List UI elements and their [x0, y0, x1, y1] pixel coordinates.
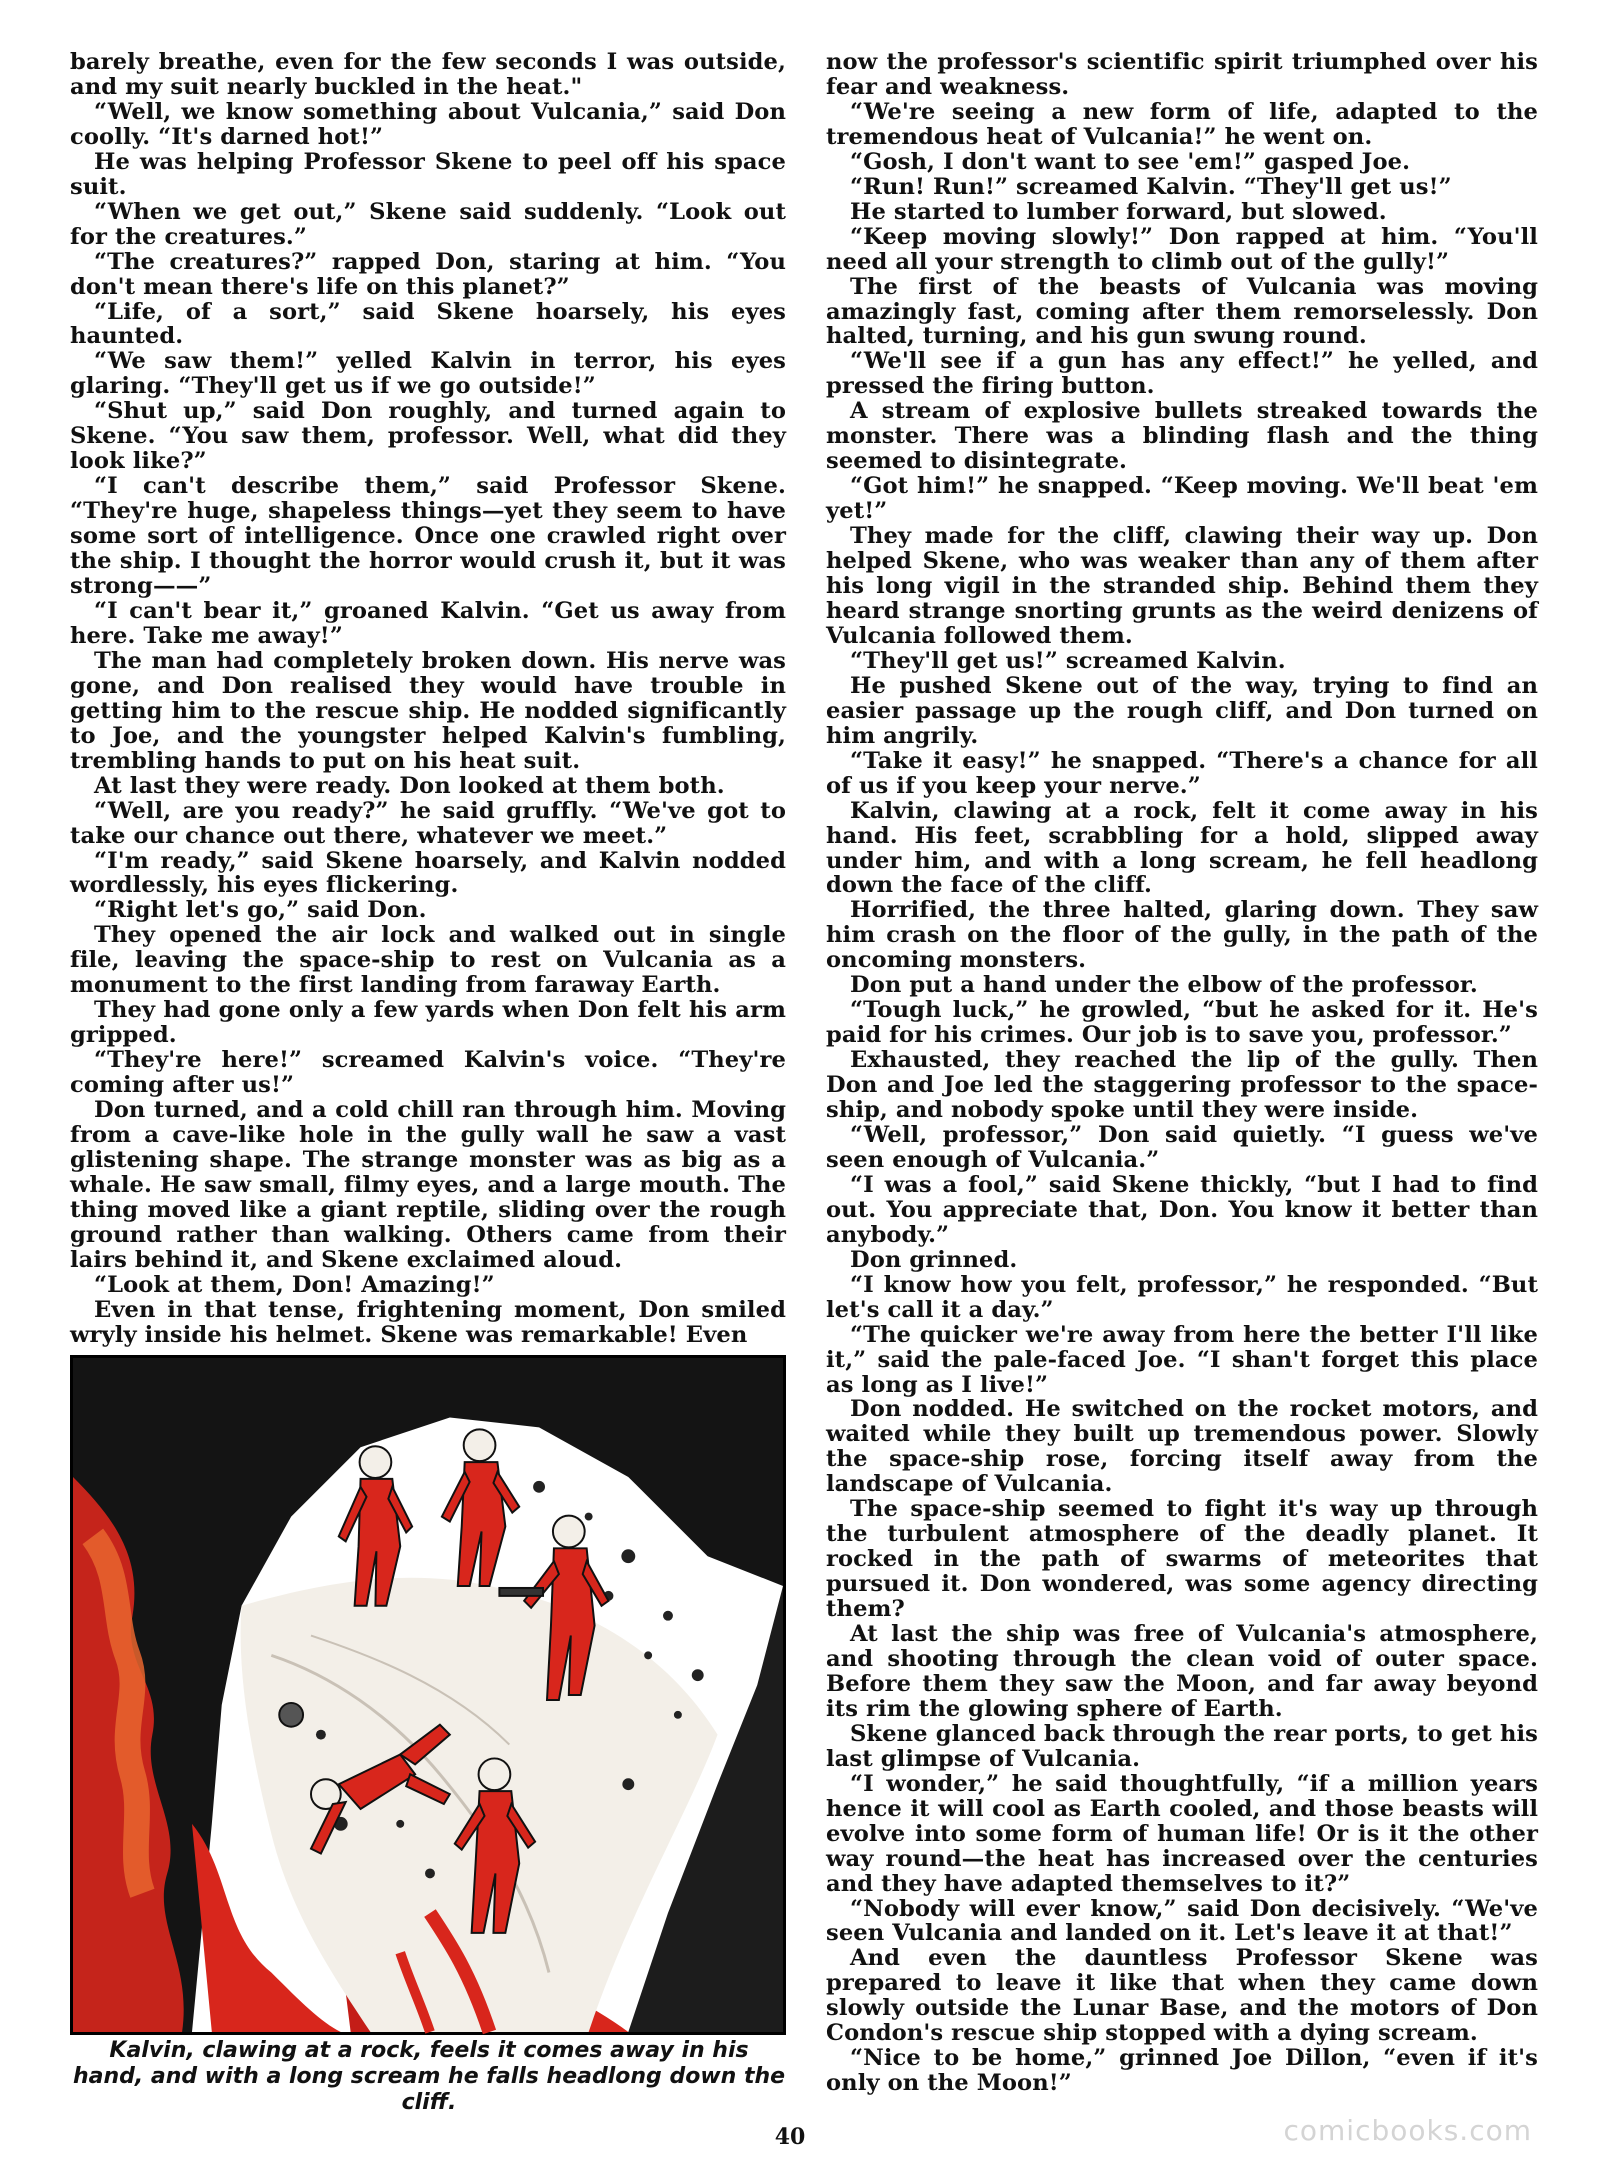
story-paragraph: And even the dauntless Professor Skene was prepared to leave it like that when they came down slowly outside the Lunar Base, and the motors of Don Condon's rescue ship stopped with a dying scream.: [826, 1945, 1538, 2047]
story-paragraph: “I wonder,” he said thoughtfully, “if a million years hence it will cool as Earth cooled, and those beasts will evolve into some form of human life! Or is it the other way round—the heat has increased over the centuries and they have adapted themselves to it?”: [826, 1770, 1538, 1897]
story-paragraph: “Well, are you ready?” he said gruffly. “We've got to take our chance out there, whatever we meet.”: [70, 797, 786, 849]
story-paragraph: “Right let's go,” said Don.: [94, 897, 427, 924]
story-paragraph: Don put a hand under the elbow of the professor.: [850, 972, 1478, 999]
story-paragraph: “Well, we know something about Vulcania,” said Don coolly. “It's darned hot!”: [70, 98, 786, 150]
story-paragraph: “When we get out,” Skene said suddenly. “Look out for the creatures.”: [70, 198, 786, 250]
illustration-drawing: [73, 1358, 783, 2032]
story-paragraph: At last they were ready. Don looked at them both.: [94, 772, 725, 799]
page-number: 40: [774, 2124, 806, 2150]
story-paragraph: Don grinned.: [850, 1246, 1018, 1273]
site-watermark: comicbooks.com: [1283, 2114, 1532, 2147]
illustration-caption: Kalvin, clawing at a rock, feels it comes away in his hand, and with a long scream he falls headlong down the cliff.: [72, 2038, 786, 2115]
story-paragraph: “Tough luck,” he growled, “but he asked for it. He's paid for his crimes. Our job is to save you, professor.”: [826, 997, 1538, 1049]
story-paragraph: Don nodded. He switched on the rocket motors, and waited while they built up tremendous power. Slowly the space-ship rose, forcing itself away from the landscape of Vulcania.: [826, 1396, 1538, 1498]
story-paragraph: They made for the cliff, clawing their way up. Don helped Skene, who was weaker than any of them after his long vigil in the stranded ship. Behind them they heard strange snorting grunts as the weird denizens of Vulcania followed them.: [826, 523, 1538, 649]
story-paragraph: “I know how you felt, professor,” he responded. “But let's call it a day.”: [826, 1271, 1538, 1323]
story-paragraph: “I was a fool,” said Skene thickly, “but I had to find out. You appreciate that, Don. You know it better than anybody.”: [826, 1171, 1538, 1248]
story-paragraph: Skene glanced back through the rear ports, to get his last glimpse of Vulcania.: [826, 1720, 1538, 1772]
story-paragraph: He started to lumber forward, but slowed.: [850, 198, 1387, 225]
story-paragraph: A stream of explosive bullets streaked towards the monster. There was a blinding flash and the thing seemed to disintegrate.: [826, 398, 1538, 475]
story-paragraph: He was helping Professor Skene to peel off his space suit.: [70, 148, 786, 200]
story-paragraph: Don turned, and a cold chill ran through him. Moving from a cave-like hole in the gully wall he saw a vast glistening shape. The strange monster was as big as a whale. He saw small, filmy eyes, and a large mouth. The thing moved like a giant reptile, sliding over the rough ground rather than walking. Others came from their lairs behind it, and Skene exclaimed aloud.: [70, 1097, 786, 1273]
story-column-right: [826, 49, 1538, 2097]
story-paragraph: “Nobody will ever know,” said Don decisively. “We've seen Vulcania and landed on it. Let's leave it at that!”: [826, 1895, 1538, 1947]
story-paragraph: They had gone only a few yards when Don felt his arm gripped.: [70, 997, 786, 1049]
story-paragraph: Even in that tense, frightening moment, Don smiled wryly inside his helmet. Skene was remarkable! Even: [70, 1296, 786, 1348]
story-paragraph: “Shut up,” said Don roughly, and turned again to Skene. “You saw them, professor. Well, what did they look like?”: [70, 398, 786, 475]
story-paragraph: “I'm ready,” said Skene hoarsely, and Kalvin nodded wordlessly, his eyes flickering.: [70, 847, 786, 899]
story-paragraph: “They're here!” screamed Kalvin's voice. “They're coming after us!”: [70, 1047, 786, 1099]
story-paragraph: They opened the air lock and walked out in single file, leaving the space-ship to rest on Vulcania as a monument to the first landing from faraway Earth.: [70, 922, 786, 999]
story-paragraph: “Look at them, Don! Amazing!”: [94, 1271, 495, 1298]
story-paragraph: “The creatures?” rapped Don, staring at him. “You don't mean there's life on this planet?”: [70, 248, 786, 300]
story-paragraph: “We'll see if a gun has any effect!” he yelled, and pressed the firing button.: [826, 348, 1538, 400]
story-paragraph: “We saw them!” yelled Kalvin in terror, his eyes glaring. “They'll get us if we go outside!”: [70, 348, 786, 400]
story-paragraph: “We're seeing a new form of life, adapted to the tremendous heat of Vulcania!” he went on.: [826, 98, 1538, 150]
story-paragraph: The first of the beasts of Vulcania was moving amazingly fast, coming after them remorselessly. Don halted, turning, and his gun swung round.: [826, 273, 1538, 350]
story-paragraph: “The quicker we're away from here the better I'll like it,” said the pale-faced Joe. “I shan't forget this place as long as I live!”: [826, 1321, 1538, 1398]
story-paragraph: “I can't bear it,” groaned Kalvin. “Get us away from here. Take me away!”: [70, 597, 786, 649]
story-column-left: [70, 49, 786, 1348]
story-paragraph: The space-ship seemed to fight it's way up through the turbulent atmosphere of the deadly planet. It rocked in the path of swarms of meteorites that pursued it. Don wondered, was some agency directing them?: [826, 1496, 1538, 1623]
story-paragraph: “Keep moving slowly!” Don rapped at him. “You'll need all your strength to climb out of the gully!”: [826, 223, 1538, 275]
story-paragraph: “Gosh, I don't want to see 'em!” gasped Joe.: [850, 148, 1411, 175]
story-paragraph: “Nice to be home,” grinned Joe Dillon, “even if it's only on the Moon!”: [826, 2045, 1538, 2097]
story-paragraph: “I can't describe them,” said Professor Skene. “They're huge, shapeless things—yet they seem to have some sort of intelligence. Once one crawled right over the ship. I thought the horror would crush it, but it was strong——”: [70, 473, 786, 600]
story-paragraph: He pushed Skene out of the way, trying to find an easier passage up the rough cliff, and Don turned on him angrily.: [826, 672, 1538, 749]
story-paragraph: barely breathe, even for the few seconds I was outside, and my suit nearly buckled in the heat.": [70, 49, 786, 100]
story-paragraph: “Life, of a sort,” said Skene hoarsely, his eyes haunted.: [70, 298, 786, 350]
story-paragraph: The man had completely broken down. His nerve was gone, and Don realised they would have trouble in getting him to the rescue ship. He nodded significantly to Joe, and the youngster helped Kalvin's fumbling, trembling hands to put on his heat suit.: [70, 647, 786, 774]
story-paragraph: Exhausted, they reached the lip of the gully. Then Don and Joe led the staggering professor to the space-ship, and nobody spoke until they were inside.: [826, 1047, 1538, 1124]
story-paragraph: “Run! Run!” screamed Kalvin. “They'll get us!”: [850, 173, 1452, 200]
story-paragraph: At last the ship was free of Vulcania's atmosphere, and shooting through the clean void of outer space. Before them they saw the Moon, and far away beyond its rim the glowing sphere of Earth.: [826, 1621, 1538, 1722]
story-paragraph: Horrified, the three halted, glaring down. They saw him crash on the floor of the gully, in the path of the oncoming monsters.: [826, 897, 1538, 974]
story-illustration: [70, 1355, 786, 2035]
story-paragraph: “Got him!” he snapped. “Keep moving. We'll beat 'em yet!”: [826, 473, 1538, 525]
story-paragraph: Kalvin, clawing at a rock, felt it come away in his hand. His feet, scrabbling for a hold, slipped away under him, and with a long scream, he fell headlong down the face of the cliff.: [826, 797, 1538, 899]
story-paragraph: now the professor's scientific spirit triumphed over his fear and weakness.: [826, 49, 1538, 100]
story-paragraph: “Take it easy!” he snapped. “There's a chance for all of us if you keep your nerve.”: [826, 747, 1538, 799]
story-paragraph: “Well, professor,” Don said quietly. “I guess we've seen enough of Vulcania.”: [826, 1121, 1538, 1173]
story-paragraph: “They'll get us!” screamed Kalvin.: [850, 647, 1286, 674]
